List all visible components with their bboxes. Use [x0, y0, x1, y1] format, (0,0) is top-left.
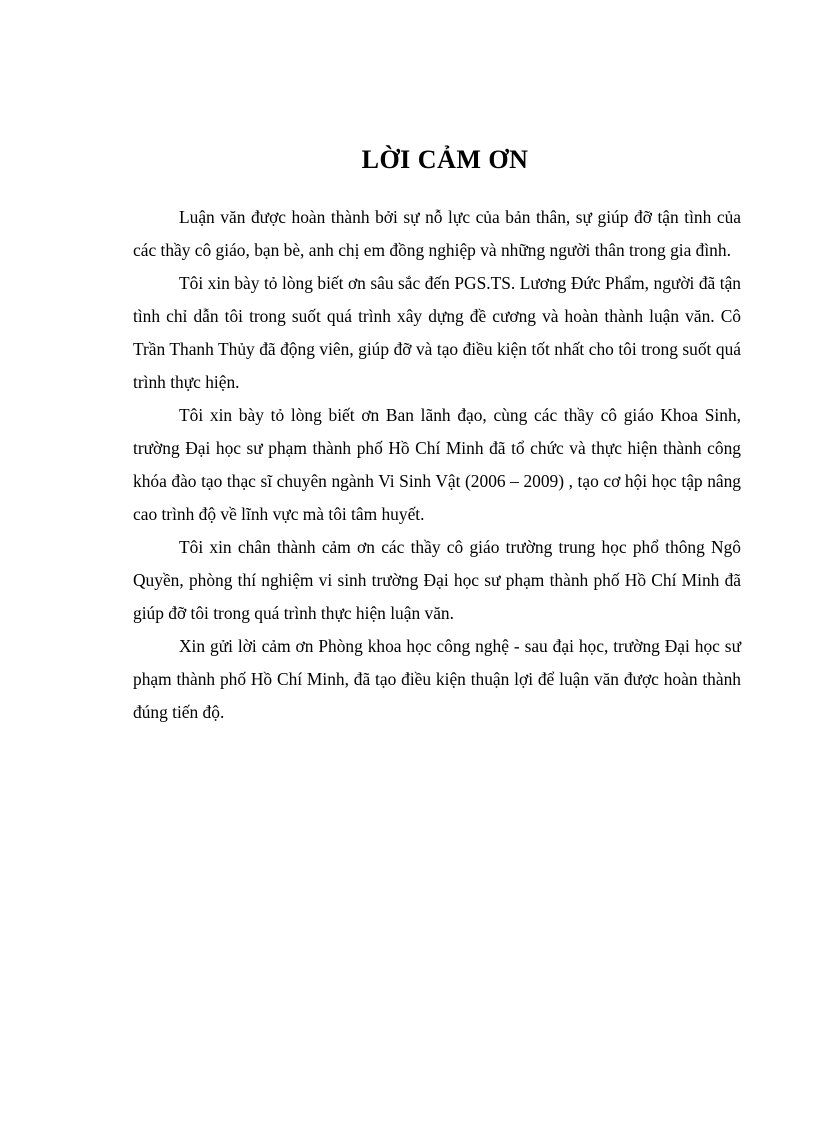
paragraph-5: Xin gửi lời cảm ơn Phòng khoa học công nghệ - sau đại học, trường Đại học sư phạm thành phố Hồ Chí Minh, đã tạo điều kiện thuận lợi để luận văn được hoàn thành đúng tiến độ. [133, 636, 741, 722]
acknowledgement-body [133, 201, 741, 729]
paragraph-2: Tôi xin bày tỏ lòng biết ơn sâu sắc đến PGS.TS. Lương Đức Phẩm, người đã tận tình chỉ dẫn tôi trong suốt quá trình xây dựng đề cương và hoàn thành luận văn. Cô Trần Thanh Thủy đã động viên, giúp đỡ và tạo điều kiện tốt nhất cho tôi trong suốt quá trình thực hiện. [133, 273, 741, 392]
paragraph-4: Tôi xin chân thành cảm ơn các thầy cô giáo trường trung học phổ thông Ngô Quyền, phòng thí nghiệm vi sinh trường Đại học sư phạm thành phố Hồ Chí Minh đã giúp đỡ tôi trong quá trình thực hiện luận văn. [133, 537, 741, 623]
page-title: LỜI CẢM ƠN [361, 145, 529, 174]
paragraph-1: Luận văn được hoàn thành bởi sự nỗ lực của bản thân, sự giúp đỡ tận tình của các thầy cô giáo, bạn bè, anh chị em đồng nghiệp và những người thân trong gia đình. [133, 207, 741, 260]
paragraph-3: Tôi xin bày tỏ lòng biết ơn Ban lãnh đạo, cùng các thầy cô giáo Khoa Sinh, trường Đại học sư phạm thành phố Hồ Chí Minh đã tổ chức và thực hiện thành công khóa đào tạo thạc sĩ chuyên ngành Vi Sinh Vật (2006 – 2009) , tạo cơ hội học tập nâng cao trình độ về lĩnh vực mà tôi tâm huyết. [133, 405, 741, 524]
